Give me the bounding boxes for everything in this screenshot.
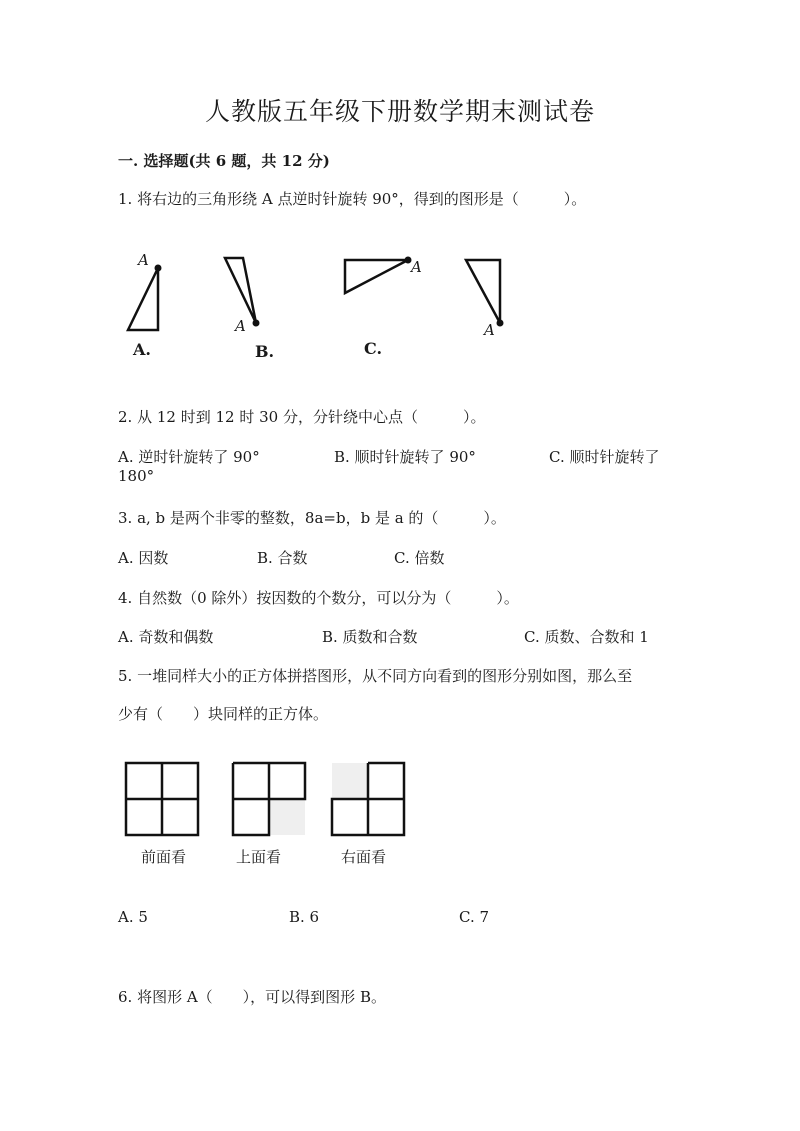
figure-label-c: C. [364, 339, 383, 358]
q1-triangle-figures [118, 248, 518, 368]
question-5-text-line1: 5. 一堆同样大小的正方体拼搭图形，从不同方向看到的图形分别如图，那么至 [118, 667, 633, 685]
vertex-dot [253, 320, 260, 327]
q4-option-a: A. 奇数和偶数 [118, 628, 214, 646]
figure-label-b: B. [255, 342, 275, 361]
question-6-text: 6. 将图形 A（ ），可以得到图形 B。 [118, 988, 386, 1006]
q5-view-figures [120, 755, 420, 845]
q2-option-b: B. 顺时针旋转了 90° [334, 448, 476, 466]
vertex-dot [497, 320, 504, 327]
vertex-label-a: A [138, 251, 149, 269]
vertex-label-a: A [411, 258, 422, 276]
question-1-text: 1. 将右边的三角形绕 A 点逆时针旋转 90°，得到的图形是（ ）。 [118, 190, 587, 208]
vertex-dot [155, 265, 162, 272]
section-heading: 一. 选择题(共 6 题，共 12 分) [118, 152, 330, 170]
page-title: 人教版五年级下册数学期末测试卷 [204, 97, 595, 126]
q2-option-c: C. 顺时针旋转了 [549, 448, 660, 466]
vertex-label-a: A [484, 321, 495, 339]
q5-option-c: C. 7 [459, 908, 490, 926]
q3-option-a: A. 因数 [118, 549, 169, 567]
question-3-text: 3. a, b 是两个非零的整数，8a=b，b 是 a 的（ ）。 [118, 509, 506, 527]
question-5-text-line2: 少有（ ）块同样的正方体。 [118, 705, 329, 723]
question-2-text: 2. 从 12 时到 12 时 30 分，分针绕中心点（ ）。 [118, 408, 486, 426]
view-label-front: 前面看 [141, 848, 187, 866]
q3-option-c: C. 倍数 [394, 549, 445, 567]
q4-option-b: B. 质数和合数 [322, 628, 418, 646]
view-label-top: 上面看 [236, 848, 282, 866]
right-view-empty-cell [332, 763, 368, 799]
front-view-grid [126, 763, 198, 835]
triangle-b [225, 258, 256, 323]
triangle-d [466, 260, 500, 323]
vertex-label-a: A [235, 317, 246, 335]
q5-option-b: B. 6 [289, 908, 320, 926]
q5-option-a: A. 5 [118, 908, 148, 926]
top-view-empty-cell [269, 799, 305, 835]
triangle-original [128, 268, 158, 330]
figure-label-a: A. [133, 340, 151, 359]
view-label-right: 右面看 [341, 848, 387, 866]
q4-option-c: C. 质数、合数和 1 [524, 628, 649, 646]
q2-option-c-continued: 180° [118, 467, 155, 485]
triangle-c [345, 260, 408, 293]
q2-option-a: A. 逆时针旋转了 90° [118, 448, 260, 466]
question-4-text: 4. 自然数（0 除外）按因数的个数分，可以分为（ ）。 [118, 589, 519, 607]
q3-option-b: B. 合数 [257, 549, 308, 567]
